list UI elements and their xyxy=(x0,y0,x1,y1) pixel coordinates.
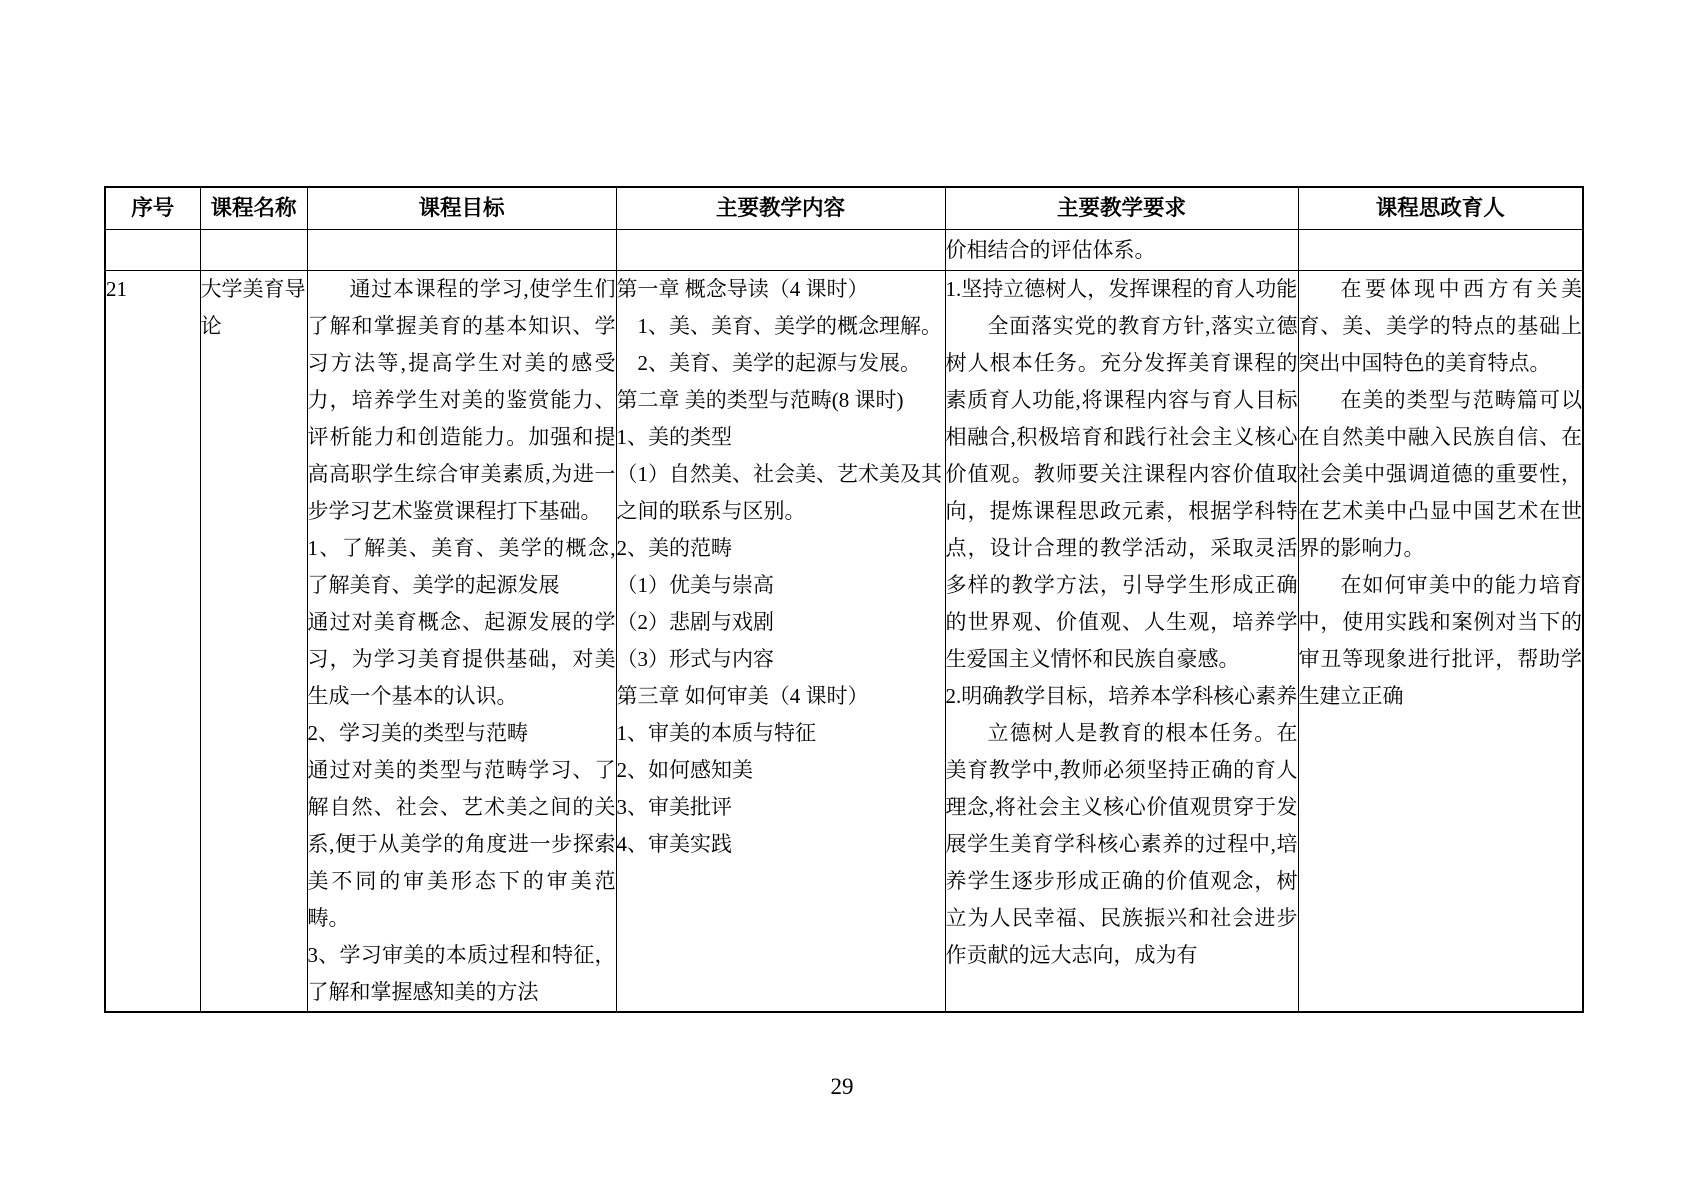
page-number: 29 xyxy=(830,1074,854,1099)
course-objectives-cell xyxy=(307,271,616,1013)
ideology-paragraph: 在如何审美中的能力培育中，使用实践和案例对当下的审丑等现象进行批评，帮助学生建立正确 xyxy=(1298,573,1582,708)
spill-name-cell xyxy=(200,230,307,271)
header-content: 主要教学内容 xyxy=(616,187,945,230)
content-line: 第二章 美的类型与范畴(8 课时) xyxy=(616,388,904,412)
course-ideology-cell xyxy=(1298,271,1583,1013)
content-line: 4、审美实践 xyxy=(616,832,732,856)
requirement-paragraph: 1.坚持立德树人，发挥课程的育人功能 xyxy=(945,277,1298,301)
requirement-paragraph: 2.明确教学目标，培养本学科核心素养 xyxy=(945,684,1298,708)
content-line: （1）优美与崇高 xyxy=(616,573,774,597)
spill-seq-cell xyxy=(105,230,200,271)
spill-requirements-cell: 价相结合的评估体系。 xyxy=(945,230,1298,271)
content-line: （3）形式与内容 xyxy=(616,647,774,671)
requirement-paragraph: 全面落实党的教育方针,落实立德树人根本任务。充分发挥美育课程的素质育人功能,将课程内容与育人目标相融合,积极培育和践行社会主义核心价值观。教师要关注课程内容价值取向，提炼课程思政元素，根据学科特点，设计合理的教学活动，采取灵活多样的教学方法，引导学生形成正确的世界观、价值观、人生观，培养学生爱国主义情怀和民族自豪感。 xyxy=(945,314,1298,671)
objective-paragraph: 2、学习美的类型与范畴 xyxy=(307,721,528,745)
spill-content-cell xyxy=(616,230,945,271)
content-line: 第三章 如何审美（4 课时） xyxy=(616,684,869,708)
objective-paragraph: 通过本课程的学习,使学生们了解和掌握美育的基本知识、学习方法等,提高学生对美的感受力，培养学生对美的鉴赏能力、评析能力和创造能力。加强和提高高职学生综合审美素质,为进一步学习艺术鉴赏课程打下基础。 xyxy=(307,277,616,523)
spill-ideology-cell xyxy=(1298,230,1583,271)
ideology-paragraph: 在要体现中西方有关美育、美、美学的特点的基础上突出中国特色的美育特点。 xyxy=(1298,277,1582,375)
content-line: 2、美的范畴 xyxy=(616,536,732,560)
header-requirements: 主要教学要求 xyxy=(945,187,1298,230)
objective-paragraph: 1、了解美、美育、美学的概念,了解美育、美学的起源发展 xyxy=(307,536,616,597)
course-name-cell: 大学美育导论 xyxy=(200,271,307,1013)
ideology-paragraph: 在美的类型与范畴篇可以在自然美中融入民族自信、在社会美中强调道德的重要性，在艺术美中凸显中国艺术在世界的影响力。 xyxy=(1298,388,1582,560)
course-row xyxy=(105,271,1583,1013)
objective-paragraph: 通过对美育概念、起源发展的学习，为学习美育提供基础，对美生成一个基本的认识。 xyxy=(307,610,616,708)
header-course-name: 课程名称 xyxy=(200,187,307,230)
header-seq: 序号 xyxy=(105,187,200,230)
content-line: 3、审美批评 xyxy=(616,795,732,819)
content-line: 2、如何感知美 xyxy=(616,758,753,782)
course-seq-cell: 21 xyxy=(105,271,200,1013)
objective-paragraph: 通过对美的类型与范畴学习、了解自然、社会、艺术美之间的关系,便于从美学的角度进一步探索美不同的审美形态下的审美范畴。 xyxy=(307,758,616,930)
content-line: 第一章 概念导读（4 课时） xyxy=(616,277,869,301)
spill-objectives-cell xyxy=(307,230,616,271)
header-objectives: 课程目标 xyxy=(307,187,616,230)
content-line: 1、美的类型 xyxy=(616,425,732,449)
course-table xyxy=(104,186,1584,1013)
spill-row xyxy=(105,230,1583,271)
header-ideology: 课程思政育人 xyxy=(1298,187,1583,230)
requirement-paragraph: 立德树人是教育的根本任务。在美育教学中,教师必须坚持正确的育人理念,将社会主义核心价值观贯穿于发展学生美育学科核心素养的过程中,培养学生逐步形成正确的价值观念，树立为人民幸福、民族振兴和社会进步作贡献的远大志向，成为有 xyxy=(945,721,1298,967)
course-requirements-cell xyxy=(945,271,1298,1013)
objective-paragraph: 3、学习审美的本质过程和特征，了解和掌握感知美的方法 xyxy=(307,943,616,1004)
content-line: 2、美育、美学的起源与发展。 xyxy=(616,351,921,375)
content-line: 1、美、美育、美学的概念理解。 xyxy=(616,314,942,338)
content-line: 1、审美的本质与特征 xyxy=(616,721,816,745)
content-line: （1）自然美、社会美、艺术美及其之间的联系与区别。 xyxy=(616,462,942,523)
course-content-cell xyxy=(616,271,945,1013)
content-line: （2）悲剧与戏剧 xyxy=(616,610,774,634)
header-row xyxy=(105,187,1583,230)
